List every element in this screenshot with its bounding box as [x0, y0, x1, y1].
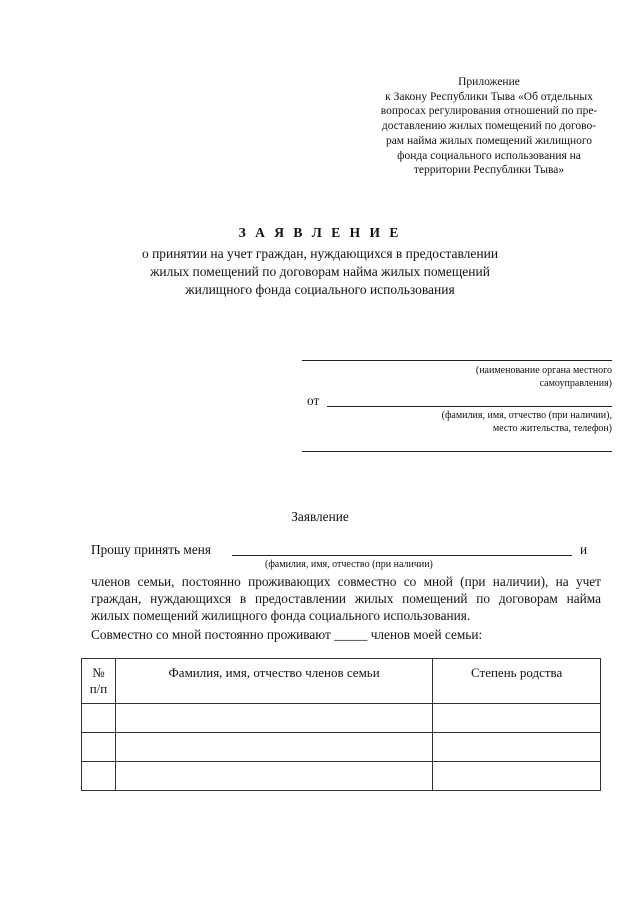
- table-cell[interactable]: [82, 762, 116, 791]
- table-row: [82, 733, 601, 762]
- from-label: от: [307, 393, 320, 408]
- organ-name-hint: [476, 364, 612, 390]
- paragraph-line: жилых помещений жилищного фонда социального использования.: [91, 608, 471, 623]
- table-cell[interactable]: [433, 762, 601, 791]
- col-name-header: Фамилия, имя, отчество членов семьи: [115, 659, 432, 704]
- request-prefix: Прошу принять меня: [91, 542, 211, 557]
- paragraph-line: членов семьи, постоянно проживающих совместно со мной (при наличии), на учет: [91, 574, 601, 589]
- fio-hint: (фамилия, имя, отчество (при наличии): [265, 559, 433, 570]
- applicant-hint-line-2: место жительства, телефон): [492, 423, 612, 434]
- table-cell[interactable]: [82, 733, 116, 762]
- applicant-fio-line[interactable]: [232, 555, 572, 556]
- document-title: З А Я В Л Е Н И Е: [238, 225, 402, 240]
- applicant-extra-line[interactable]: [302, 451, 612, 452]
- table-row: [82, 762, 601, 791]
- subtitle-line: о принятии на учет граждан, нуждающихся в предоставлении: [141, 246, 499, 261]
- table-cell[interactable]: [433, 704, 601, 733]
- organ-name-line[interactable]: [302, 360, 612, 361]
- appendix-line: фонда социального использования на: [397, 149, 581, 162]
- family-count-line: [91, 626, 482, 643]
- appendix-line: к Закону Республики Тыва «Об отдельных: [385, 90, 593, 103]
- table-cell[interactable]: [115, 704, 432, 733]
- table-header-row: [82, 659, 601, 704]
- statement-label: Заявление: [291, 509, 349, 524]
- organ-hint-line-2: самоуправления): [539, 378, 612, 389]
- col-number-sign: №: [92, 665, 105, 680]
- table-cell[interactable]: [433, 733, 601, 762]
- paragraph-line: граждан, нуждающихся в предоставлении жилых помещений по договорам найма: [91, 591, 601, 606]
- applicant-hint-line-1: (фамилия, имя, отчество (при наличии),: [441, 410, 612, 421]
- appendix-line: территории Республики Тыва»: [413, 164, 565, 177]
- applicant-hint: [442, 409, 612, 435]
- family-suffix: членов моей семьи:: [370, 627, 483, 642]
- appendix-line: доставлению жилых помещений по догово-: [381, 120, 597, 133]
- table-cell[interactable]: [82, 704, 116, 733]
- document-subtitle: [100, 245, 540, 299]
- family-count-blank[interactable]: _____: [334, 627, 368, 642]
- col-relation-header: Степень родства: [433, 659, 601, 704]
- table-row: [82, 704, 601, 733]
- appendix-line: вопросах регулирования отношений по пре-: [380, 105, 598, 118]
- appendix-line: рам найма жилых помещений жилищного: [385, 134, 593, 147]
- table-cell[interactable]: [115, 762, 432, 791]
- family-prefix: Совместно со мной постоянно проживают: [91, 627, 331, 642]
- col-number-abbrev: п/п: [89, 681, 108, 696]
- table-cell[interactable]: [115, 733, 432, 762]
- col-number-header: [82, 659, 116, 704]
- appendix-note: [350, 75, 628, 178]
- subtitle-line: жилищного фонда социального использования: [185, 282, 455, 297]
- appendix-line: Приложение: [458, 76, 520, 88]
- organ-hint-line-1: (наименование органа местного: [475, 365, 612, 376]
- subtitle-line: жилых помещений по договорам найма жилых помещений: [150, 264, 490, 279]
- request-suffix: и: [580, 542, 588, 557]
- applicant-name-line[interactable]: [327, 406, 612, 407]
- family-members-table: [81, 658, 601, 791]
